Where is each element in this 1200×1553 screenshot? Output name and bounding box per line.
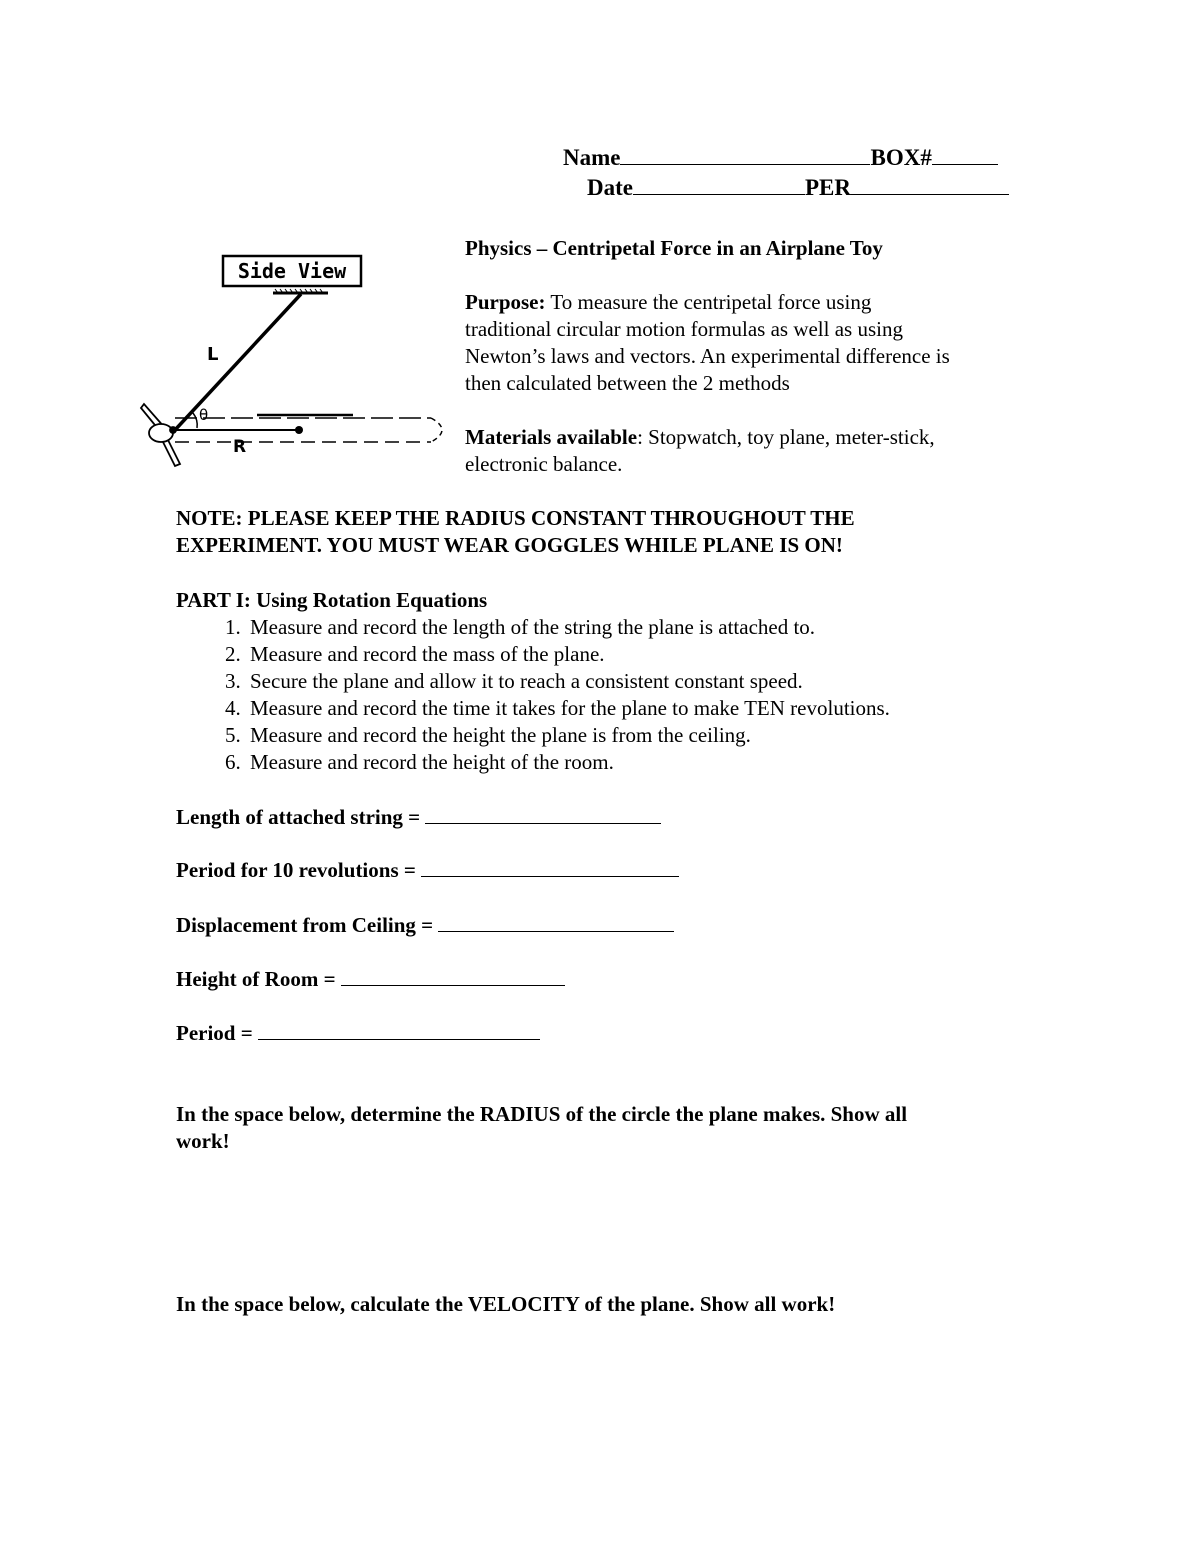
period-input[interactable] <box>258 1019 540 1040</box>
procedure-step: 2. Measure and record the mass of the plane. <box>246 641 890 668</box>
per-field[interactable] <box>851 174 1009 195</box>
date-row <box>587 174 1009 201</box>
purpose-label: Purpose: <box>465 290 546 314</box>
procedure-step: 3. Secure the plane and allow it to reach a consistent constant speed. <box>246 668 890 695</box>
height-input[interactable] <box>341 965 565 986</box>
displacement-field-label: Displacement from Ceiling = <box>176 913 439 937</box>
radius-prompt-line-1: In the space below, determine the RADIUS of the circle the plane makes. Show all <box>176 1102 908 1126</box>
part1-title: PART I: Using Rotation Equations <box>176 588 488 612</box>
purpose-line-3: Newton’s laws and vectors. An experimental difference is <box>465 344 950 368</box>
radius-label: R <box>233 437 247 457</box>
procedure-step: 6. Measure and record the height of the room. <box>246 749 890 776</box>
box-label: BOX# <box>870 145 932 170</box>
length-field-label: Length of attached string = <box>176 805 426 829</box>
height-field-label: Height of Room = <box>176 967 341 991</box>
length-input[interactable] <box>425 803 661 824</box>
radius-work-area[interactable] <box>176 1160 1016 1285</box>
side-view-title: Side View <box>237 259 347 283</box>
airplane-icon <box>141 404 180 466</box>
page-title: Physics – Centripetal Force in an Airplane Toy <box>465 236 883 260</box>
angle-arc <box>193 413 197 428</box>
note-line-2: EXPERIMENT. YOU MUST WEAR GOGGLES WHILE PLANE IS ON! <box>176 533 843 557</box>
period-field-label: Period = <box>176 1021 258 1045</box>
length-label: L <box>207 344 219 365</box>
procedure-list <box>176 614 890 776</box>
purpose-line-4: then calculated between the 2 methods <box>465 371 790 395</box>
displacement-field-row <box>176 911 674 939</box>
note-line-1: NOTE: PLEASE KEEP THE RADIUS CONSTANT THROUGHOUT THE <box>176 506 855 530</box>
procedure-step: 4. Measure and record the time it takes for the plane to make TEN revolutions. <box>246 695 890 722</box>
period10-field-label: Period for 10 revolutions = <box>176 858 422 882</box>
materials-line-1: : Stopwatch, toy plane, meter-stick, <box>637 425 935 449</box>
velocity-prompt: In the space below, calculate the VELOCITY of the plane. Show all work! <box>176 1292 836 1316</box>
date-label: Date <box>587 175 633 200</box>
period-field-row <box>176 1019 540 1047</box>
displacement-input[interactable] <box>438 911 674 932</box>
period10-input[interactable] <box>421 856 679 877</box>
name-row <box>563 144 998 171</box>
orbit-right-end <box>431 418 442 442</box>
radius-prompt <box>176 1101 907 1155</box>
velocity-work-area[interactable] <box>176 1325 1016 1525</box>
procedure-step: 5. Measure and record the height the plane is from the ceiling. <box>246 722 890 749</box>
name-field[interactable] <box>620 144 870 165</box>
materials-line-2: electronic balance. <box>465 452 623 476</box>
box-field[interactable] <box>932 144 998 165</box>
materials-label: Materials available <box>465 425 638 449</box>
purpose-line-2: traditional circular motion formulas as well as using <box>465 317 903 341</box>
procedure-step: 1. Measure and record the length of the string the plane is attached to. <box>246 614 890 641</box>
radius-center-dot <box>295 426 303 434</box>
period10-field-row <box>176 856 679 884</box>
purpose-line-1: To measure the centripetal force using <box>550 290 872 314</box>
per-label: PER <box>804 175 851 200</box>
purpose-block <box>465 289 950 397</box>
length-field-row <box>176 803 661 831</box>
name-label: Name <box>563 145 621 170</box>
radius-prompt-line-2: work! <box>176 1129 230 1153</box>
angle-label: θ <box>199 406 209 424</box>
string-line <box>175 294 301 430</box>
date-field[interactable] <box>633 174 805 195</box>
height-field-row <box>176 965 565 993</box>
materials-block <box>465 424 935 478</box>
side-view-diagram <box>135 250 455 475</box>
safety-note <box>176 505 855 559</box>
